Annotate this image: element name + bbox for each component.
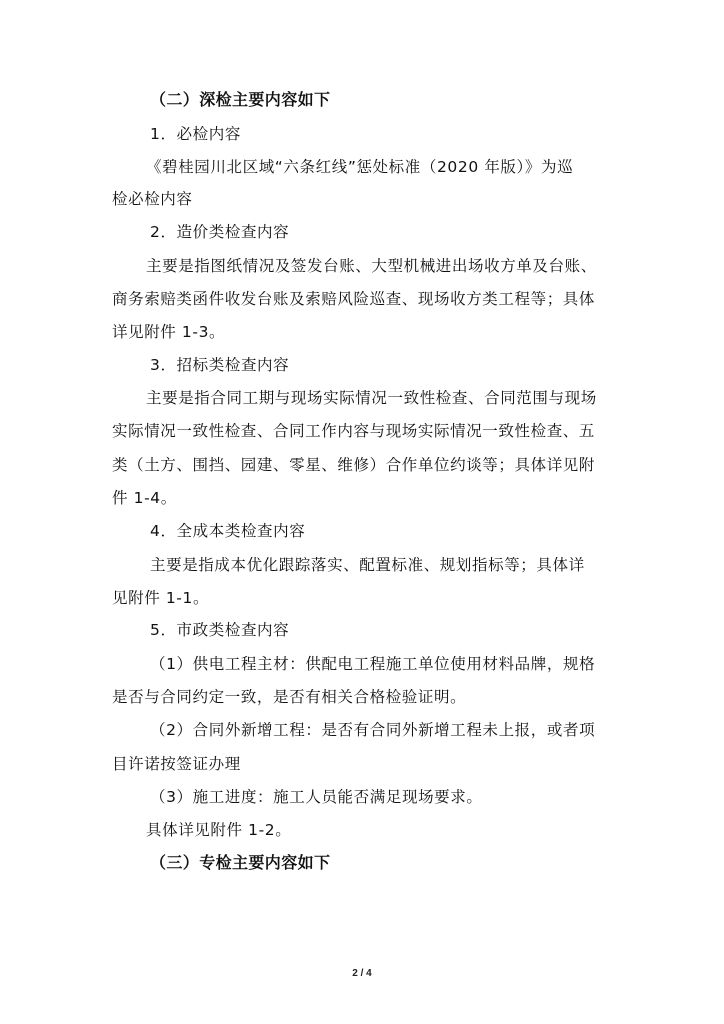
paragraph-line: 主要是指成本优化跟踪落实、配置标准、规划指标等；具体详	[150, 556, 585, 574]
item-heading-tender: 3．招标类检查内容	[150, 356, 290, 374]
page-number: 2 / 4	[352, 968, 372, 979]
paragraph-line: 目许诺按签证办理	[112, 755, 241, 773]
paragraph-line: 实际情况一致性检查、合同工作内容与现场实际情况一致性检查、五	[112, 422, 596, 440]
paragraph-line: 类（土方、围挡、园建、零星、维修）合作单位约谈等；具体详见附	[112, 456, 596, 474]
item-heading-cost: 2．造价类检查内容	[150, 223, 290, 241]
paragraph-line: 见附件 1-1。	[112, 589, 210, 607]
item-heading-municipal: 5．市政类检查内容	[150, 621, 290, 639]
paragraph-line: 检必检内容	[112, 190, 193, 208]
paragraph-line: （3）施工进度：施工人员能否满足现场要求。	[150, 788, 483, 806]
paragraph-line: （1）供电工程主材：供配电工程施工单位使用材料品牌，规格	[150, 655, 596, 673]
paragraph-line: （2）合同外新增工程：是否有合同外新增工程未上报，或者项	[150, 721, 596, 739]
section-heading-deep-inspection: （二）深检主要内容如下	[150, 90, 331, 109]
section-heading-special-inspection: （三）专检主要内容如下	[150, 853, 331, 872]
item-heading-required: 1．必检内容	[150, 125, 241, 143]
item-heading-total-cost: 4．全成本类检查内容	[150, 522, 306, 540]
paragraph-line: 商务索赔类函件收发台账及索赔风险巡查、现场收方类工程等；具体	[112, 290, 596, 308]
paragraph-line: 主要是指图纸情况及签发台账、大型机械进出场收方单及台账、	[146, 257, 597, 275]
paragraph-line: 是否与合同约定一致，是否有相关合格检验证明。	[112, 688, 467, 706]
paragraph-line: 件 1-4。	[112, 489, 177, 507]
paragraph-line: 主要是指合同工期与现场实际情况一致性检查、合同范围与现场	[146, 389, 597, 407]
paragraph-line: 具体详见附件 1-2。	[146, 821, 292, 839]
paragraph-line: 《碧桂园川北区域“六条红线”惩处标准（2020 年版）》为巡	[146, 158, 574, 176]
paragraph-line: 详见附件 1-3。	[112, 323, 226, 341]
